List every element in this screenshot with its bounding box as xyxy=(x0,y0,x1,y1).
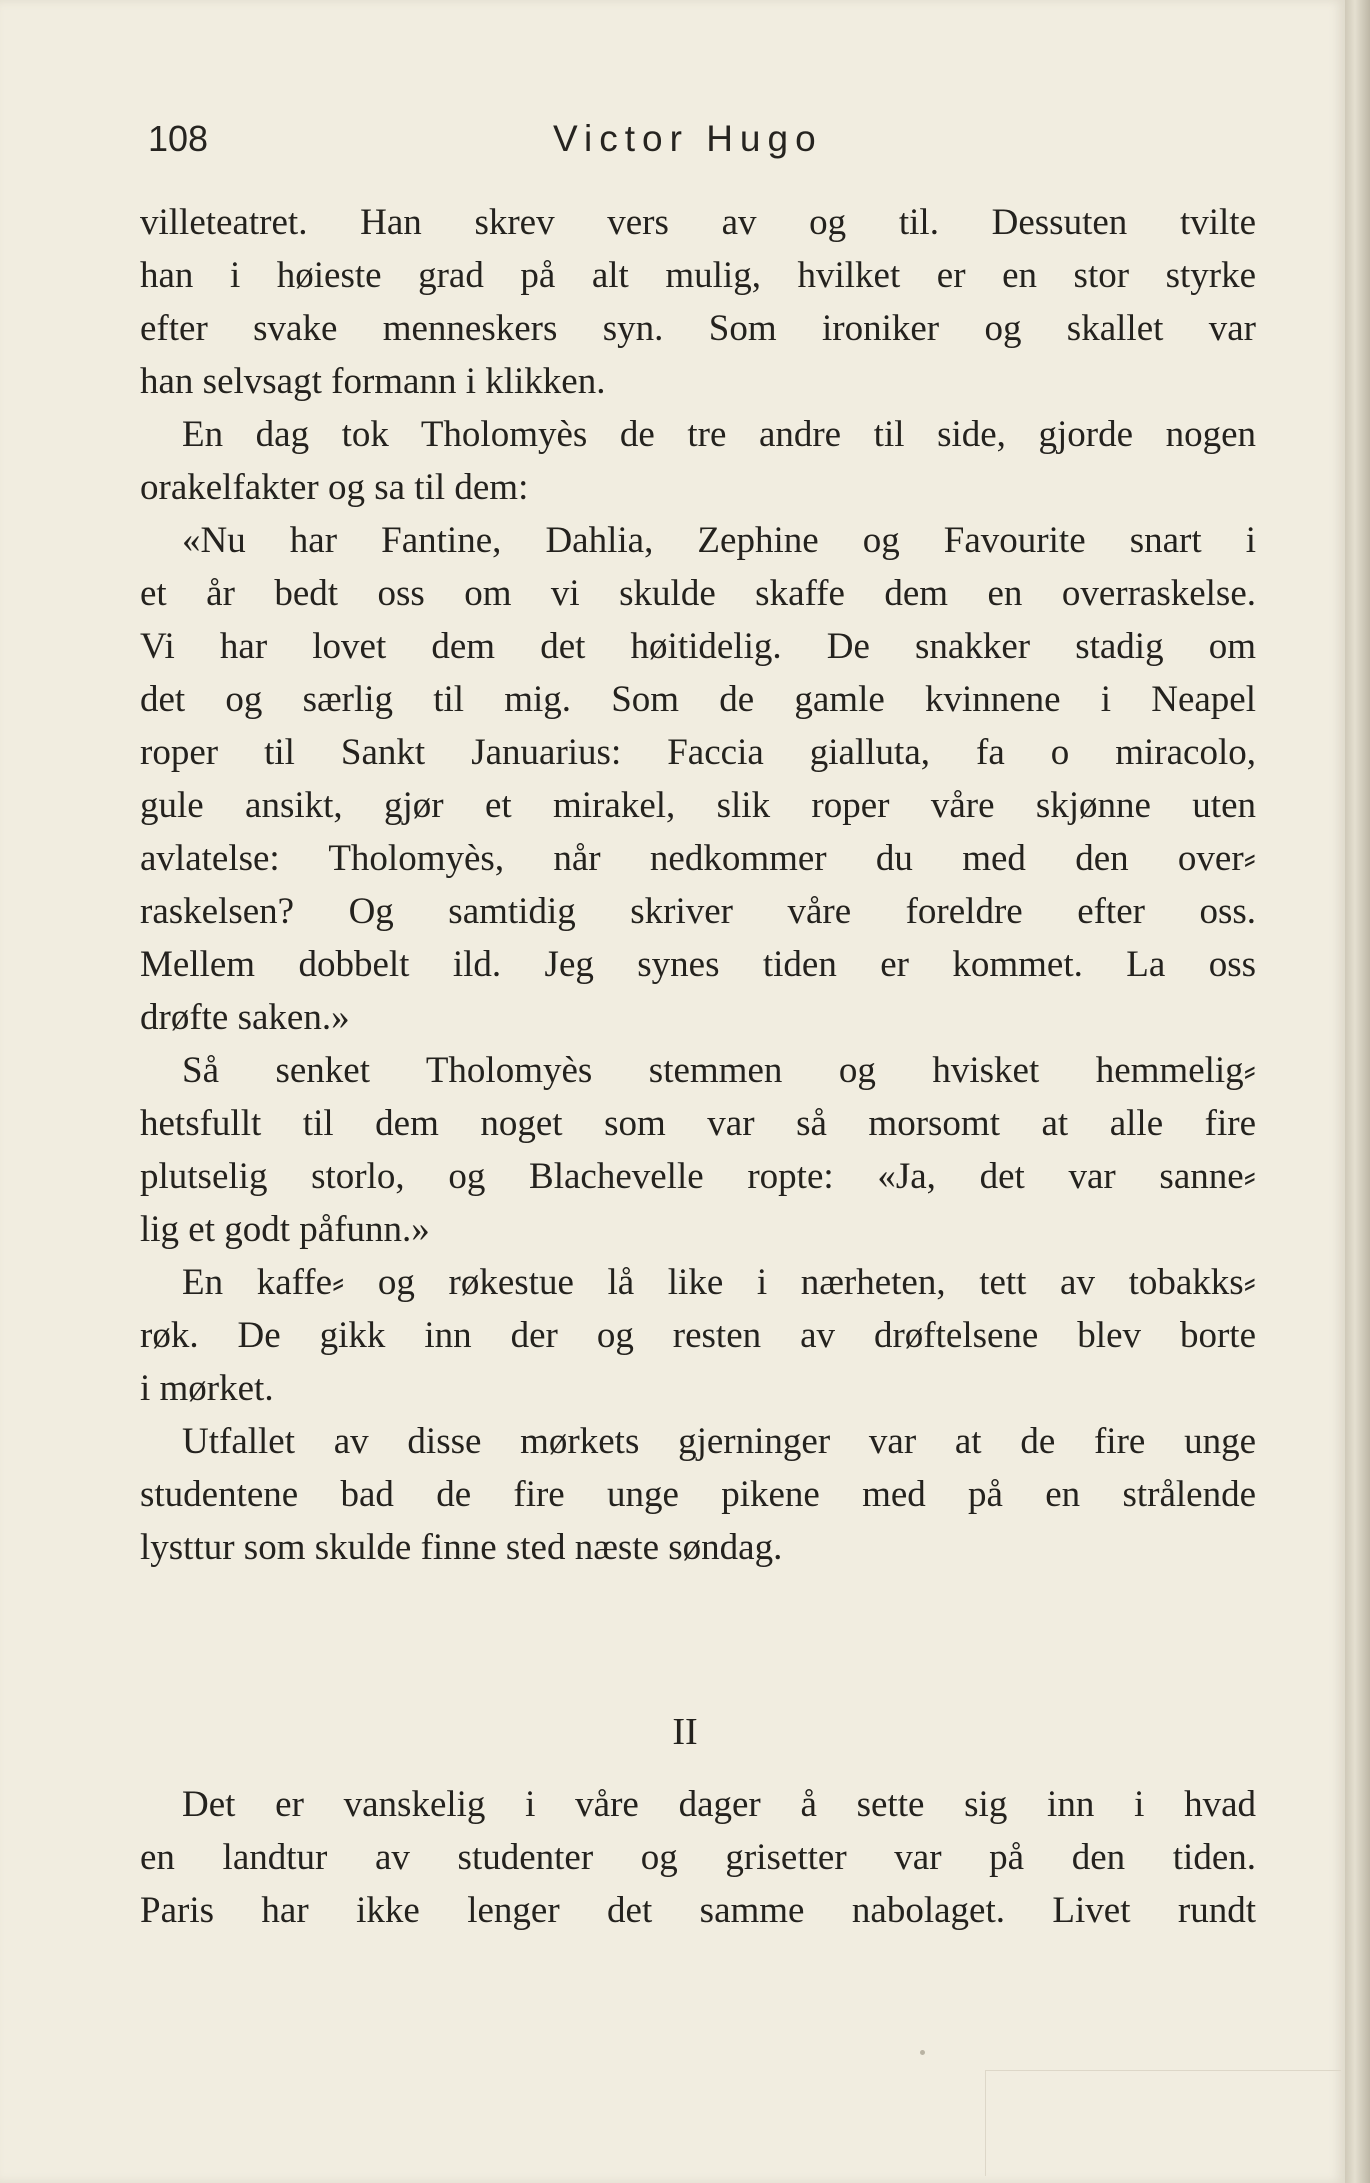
text-line: han selvsagt formann i klikken. xyxy=(140,361,606,402)
page-number: 108 xyxy=(148,118,209,159)
text-line: orakelfakter og sa til dem: xyxy=(140,467,529,508)
text-line: «Nu har Fantine, Dahlia, Zephine og Favourite snart i xyxy=(182,520,1256,561)
page-crease xyxy=(985,2070,1341,2176)
page-edge xyxy=(1345,0,1370,2183)
body-text xyxy=(140,196,1256,1574)
section-text xyxy=(140,1778,1256,1937)
text-line: gule ansikt, gjør et mirakel, slik roper våre skjønne uten xyxy=(140,785,1256,826)
text-line: villeteatret. Han skrev vers av og til. Dessuten tvilte xyxy=(140,202,1256,243)
text-line: Paris har ikke lenger det samme nabolaget. Livet rundt xyxy=(140,1890,1256,1931)
text-line: et år bedt oss om vi skulde skaffe dem en overraskelse. xyxy=(140,573,1256,614)
text-line: lig et godt påfunn.» xyxy=(140,1209,430,1250)
running-head: Victor Hugo xyxy=(553,118,823,159)
paper-speck xyxy=(920,2050,925,2055)
text-line: studentene bad de fire unge pikene med på en strålende xyxy=(140,1474,1256,1515)
text-line: røk. De gikk inn der og resten av drøftelsene blev borte xyxy=(140,1315,1256,1356)
text-line: Så senket Tholomyès stemmen og hvisket hemmelig⸗ xyxy=(182,1050,1256,1091)
text-line: han i høieste grad på alt mulig, hvilket er en stor styrke xyxy=(140,255,1256,296)
page-header xyxy=(148,118,1208,178)
text-line: En kaffe⸗ og røkestue lå like i nærheten, tett av tobakks⸗ xyxy=(182,1262,1256,1303)
text-line: plutselig storlo, og Blachevelle ropte: «Ja, det var sanne⸗ xyxy=(140,1156,1256,1197)
text-line: efter svake menneskers syn. Som ironiker og skallet var xyxy=(140,308,1256,349)
text-line: i mørket. xyxy=(140,1368,274,1409)
text-line: Mellem dobbelt ild. Jeg synes tiden er kommet. La oss xyxy=(140,944,1256,985)
text-line: Utfallet av disse mørkets gjerninger var at de fire unge xyxy=(182,1421,1256,1462)
text-line: lysttur som skulde finne sted næste søndag. xyxy=(140,1527,783,1568)
section-heading: II xyxy=(672,1711,698,1753)
text-line: Det er vanskelig i våre dager å sette sig inn i hvad xyxy=(182,1784,1256,1825)
text-line: roper til Sankt Januarius: Faccia gialluta, fa o miracolo, xyxy=(140,732,1256,773)
text-line: Vi har lovet dem det høitidelig. De snakker stadig om xyxy=(140,626,1256,667)
text-line: raskelsen? Og samtidig skriver våre foreldre efter oss. xyxy=(140,891,1256,932)
text-line: det og særlig til mig. Som de gamle kvinnene i Neapel xyxy=(140,679,1256,720)
text-line: drøfte saken.» xyxy=(140,997,350,1038)
text-line: hetsfullt til dem noget som var så morsomt at alle fire xyxy=(140,1103,1256,1144)
text-line: en landtur av studenter og grisetter var på den tiden. xyxy=(140,1837,1256,1878)
text-line: En dag tok Tholomyès de tre andre til side, gjorde nogen xyxy=(182,414,1256,455)
text-line: avlatelse: Tholomyès, når nedkommer du med den over⸗ xyxy=(140,838,1256,879)
